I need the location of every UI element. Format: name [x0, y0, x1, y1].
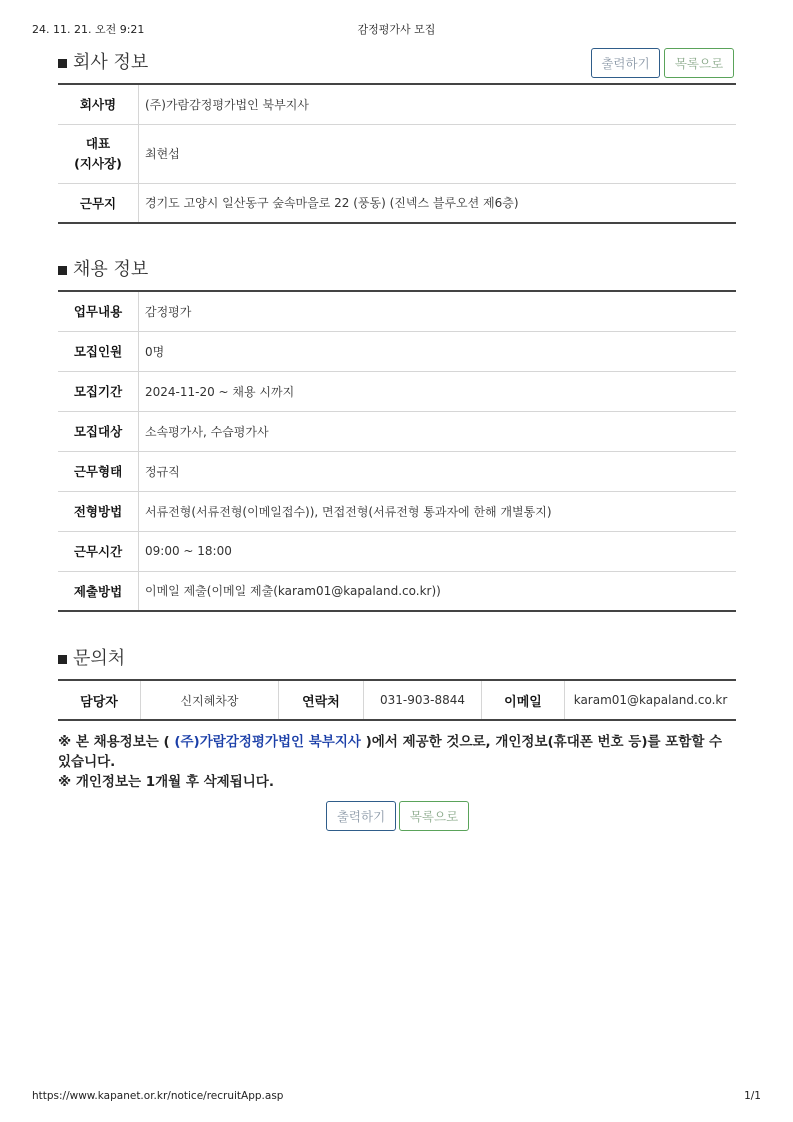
notice-company: (주)가람감정평가법인 북부지사	[174, 734, 361, 750]
contact-section-title	[58, 644, 125, 670]
table-row	[58, 291, 736, 331]
selection-method-label: 전형방법	[58, 491, 139, 531]
target-label: 모집대상	[58, 411, 139, 451]
page-url: https://www.kapanet.or.kr/notice/recruitApp.asp	[32, 1090, 284, 1102]
contact-phone-label: 연락처	[279, 680, 364, 720]
company-info-table	[58, 83, 736, 224]
workplace-label: 근무지	[58, 183, 139, 223]
recruit-info-table	[58, 290, 736, 612]
contact-email-label: 이메일	[482, 680, 565, 720]
duty-label: 업무내용	[58, 291, 139, 331]
contact-section-label: 문의처	[73, 648, 126, 669]
table-row	[58, 680, 736, 720]
company-section-title	[58, 48, 148, 74]
print-date: 24. 11. 21. 오전 9:21	[32, 23, 145, 36]
ceo-label: 대표 (지사장)	[58, 124, 139, 183]
duty-value: 감정평가	[139, 291, 737, 331]
target-value: 소속평가사, 수습평가사	[139, 411, 737, 451]
table-row	[58, 571, 736, 611]
company-name-value: (주)가람감정평가법인 북부지사	[139, 84, 737, 124]
table-row	[58, 411, 736, 451]
workplace-value: 경기도 고양시 일산동구 숲속마을로 22 (풍동) (진넥스 블루오션 제6층)	[145, 196, 519, 211]
contact-phone-value: 031-903-8844	[364, 680, 482, 720]
print-title: 감정평가사 모집	[357, 23, 436, 36]
privacy-notice	[58, 732, 738, 792]
notice-line-1	[58, 732, 738, 772]
contact-email-value: karam01@kapaland.co.kr	[573, 693, 728, 707]
headcount-label: 모집인원	[58, 331, 139, 371]
submission-method-label: 제출방법	[58, 571, 139, 611]
work-hours-label: 근무시간	[58, 531, 139, 571]
table-row	[58, 124, 736, 183]
work-hours-value: 09:00 ~ 18:00	[139, 531, 737, 571]
list-button-bottom[interactable]: 목록으로	[399, 801, 469, 831]
recruit-section-label: 채용 정보	[73, 259, 149, 280]
period-value: 2024-11-20 ~ 채용 시까지	[139, 371, 737, 411]
list-button-top[interactable]: 목록으로	[664, 48, 734, 78]
submission-method-value: 이메일 제출(이메일 제출(karam01@kapaland.co.kr))	[145, 584, 441, 599]
recruit-section-title	[58, 255, 148, 281]
headcount-value: 0명	[139, 331, 737, 371]
print-button-bottom[interactable]: 출력하기	[326, 801, 396, 831]
contact-person-value: 신지혜차장	[141, 680, 279, 720]
table-row	[58, 371, 736, 411]
table-row	[58, 84, 736, 124]
company-section-label: 회사 정보	[73, 52, 149, 73]
ceo-value: 최현섭	[139, 124, 737, 183]
notice-suffix: )에서 제공한 것으로, 개인정보(휴대폰 번호 등)를 포함할 수 있습니다.	[58, 734, 723, 770]
print-button-top[interactable]: 출력하기	[591, 48, 660, 78]
table-row	[58, 183, 736, 223]
notice-prefix: ※ 본 채용정보는 (	[58, 734, 175, 750]
company-name-label: 회사명	[58, 84, 139, 124]
notice-line-2: ※ 개인정보는 1개월 후 삭제됩니다.	[58, 774, 274, 790]
table-row	[58, 531, 736, 571]
table-row	[58, 491, 736, 531]
square-bullet-icon	[58, 266, 67, 275]
table-row	[58, 451, 736, 491]
square-bullet-icon	[58, 59, 67, 68]
square-bullet-icon	[58, 655, 67, 664]
employment-type-label: 근무형태	[58, 451, 139, 491]
contact-person-label: 담당자	[58, 680, 141, 720]
table-row	[58, 331, 736, 371]
employment-type-value: 정규직	[139, 451, 737, 491]
contact-table	[58, 679, 736, 721]
page-number: 1/1	[744, 1090, 761, 1102]
period-label: 모집기간	[58, 371, 139, 411]
selection-method-value: 서류전형(서류전형(이메일접수)), 면접전형(서류전형 통과자에 한해 개별통지)	[139, 491, 737, 531]
